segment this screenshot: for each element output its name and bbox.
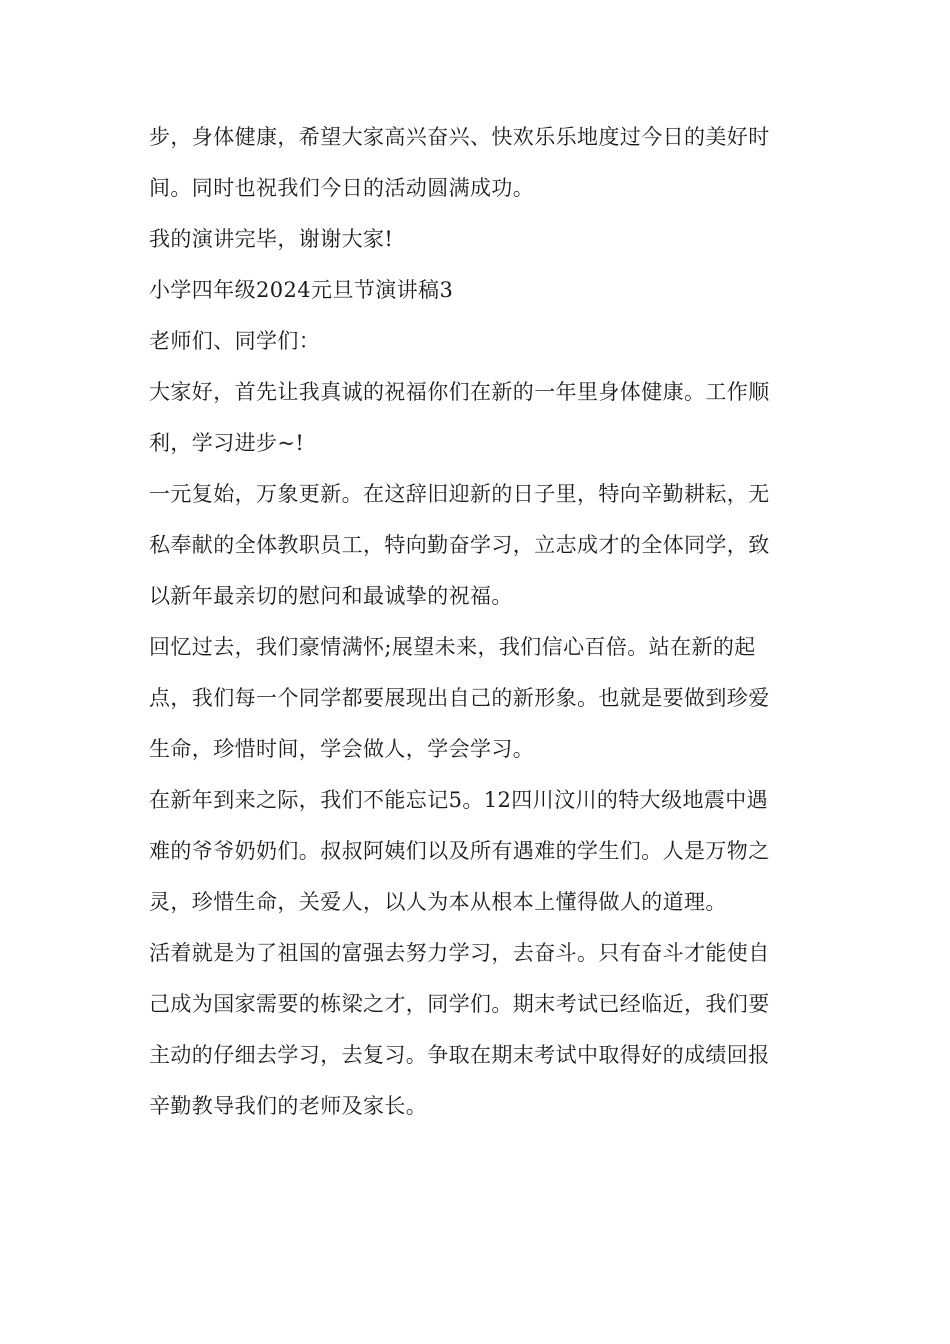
paragraph-reflection [149,622,801,775]
text-line: 间。同时也祝我们今日的活动圆满成功。 [149,176,535,200]
text-line: 步，身体健康，希望大家高兴奋兴、快欢乐乐地度过今日的美好时 [149,125,770,149]
paragraph-remembrance [149,775,801,928]
text-line: 点，我们每一个同学都要展现出自己的新形象。也就是要做到珍爱 [149,686,770,710]
paragraph-new-year [149,469,801,622]
text-line: 主动的仔细去学习，去复习。争取在期末考试中取得好的成绩回报 [149,1043,770,1067]
text-line: 以新年最亲切的慰问和最诚挚的祝福。 [149,584,513,608]
text-line: 难的爷爷奶奶们。叔叔阿姨们以及所有遇难的学生们。人是万物之 [149,839,770,863]
text-line: 大家好，首先让我真诚的祝福你们在新的一年里身体健康。工作顺 [149,380,770,404]
text-line: 一元复始，万象更新。在这辞旧迎新的日子里，特向辛勤耕耘，无 [149,482,770,506]
text-line: 利，学习进步~! [149,431,305,455]
text-line: 回忆过去，我们豪情满怀;展望未来，我们信心百倍。站在新的起 [149,635,756,659]
text-line: 私奉献的全体教职员工，特向勤奋学习，立志成才的全体同学，致 [149,533,770,557]
text-line: 灵，珍惜生命，关爱人，以人为本从根本上懂得做人的道理。 [149,890,727,914]
document-body [149,112,801,1132]
text-line: 活着就是为了祖国的富强去努力学习，去奋斗。只有奋斗才能使自 [149,941,770,965]
paragraph-greeting [149,367,801,469]
text-line: 生命，珍惜时间，学会做人，学会学习。 [149,737,535,761]
paragraph-study-effort [149,928,801,1132]
text-line: 小学四年级2024元旦节演讲稿3 [149,278,454,302]
text-line: 我的演讲完毕，谢谢大家! [149,227,394,251]
text-line: 己成为国家需要的栋梁之才，同学们。期末考试已经临近，我们要 [149,992,770,1016]
text-line: 在新年到来之际，我们不能忘记5。12四川汶川的特大级地震中遇 [149,788,769,812]
text-line: 老师们、同学们： [149,329,321,353]
text-line: 辛勤教导我们的老师及家长。 [149,1094,428,1118]
speech-title [149,265,801,316]
salutation [149,316,801,367]
paragraph-speech-end [149,214,801,265]
paragraph-closing-wishes [149,112,801,214]
